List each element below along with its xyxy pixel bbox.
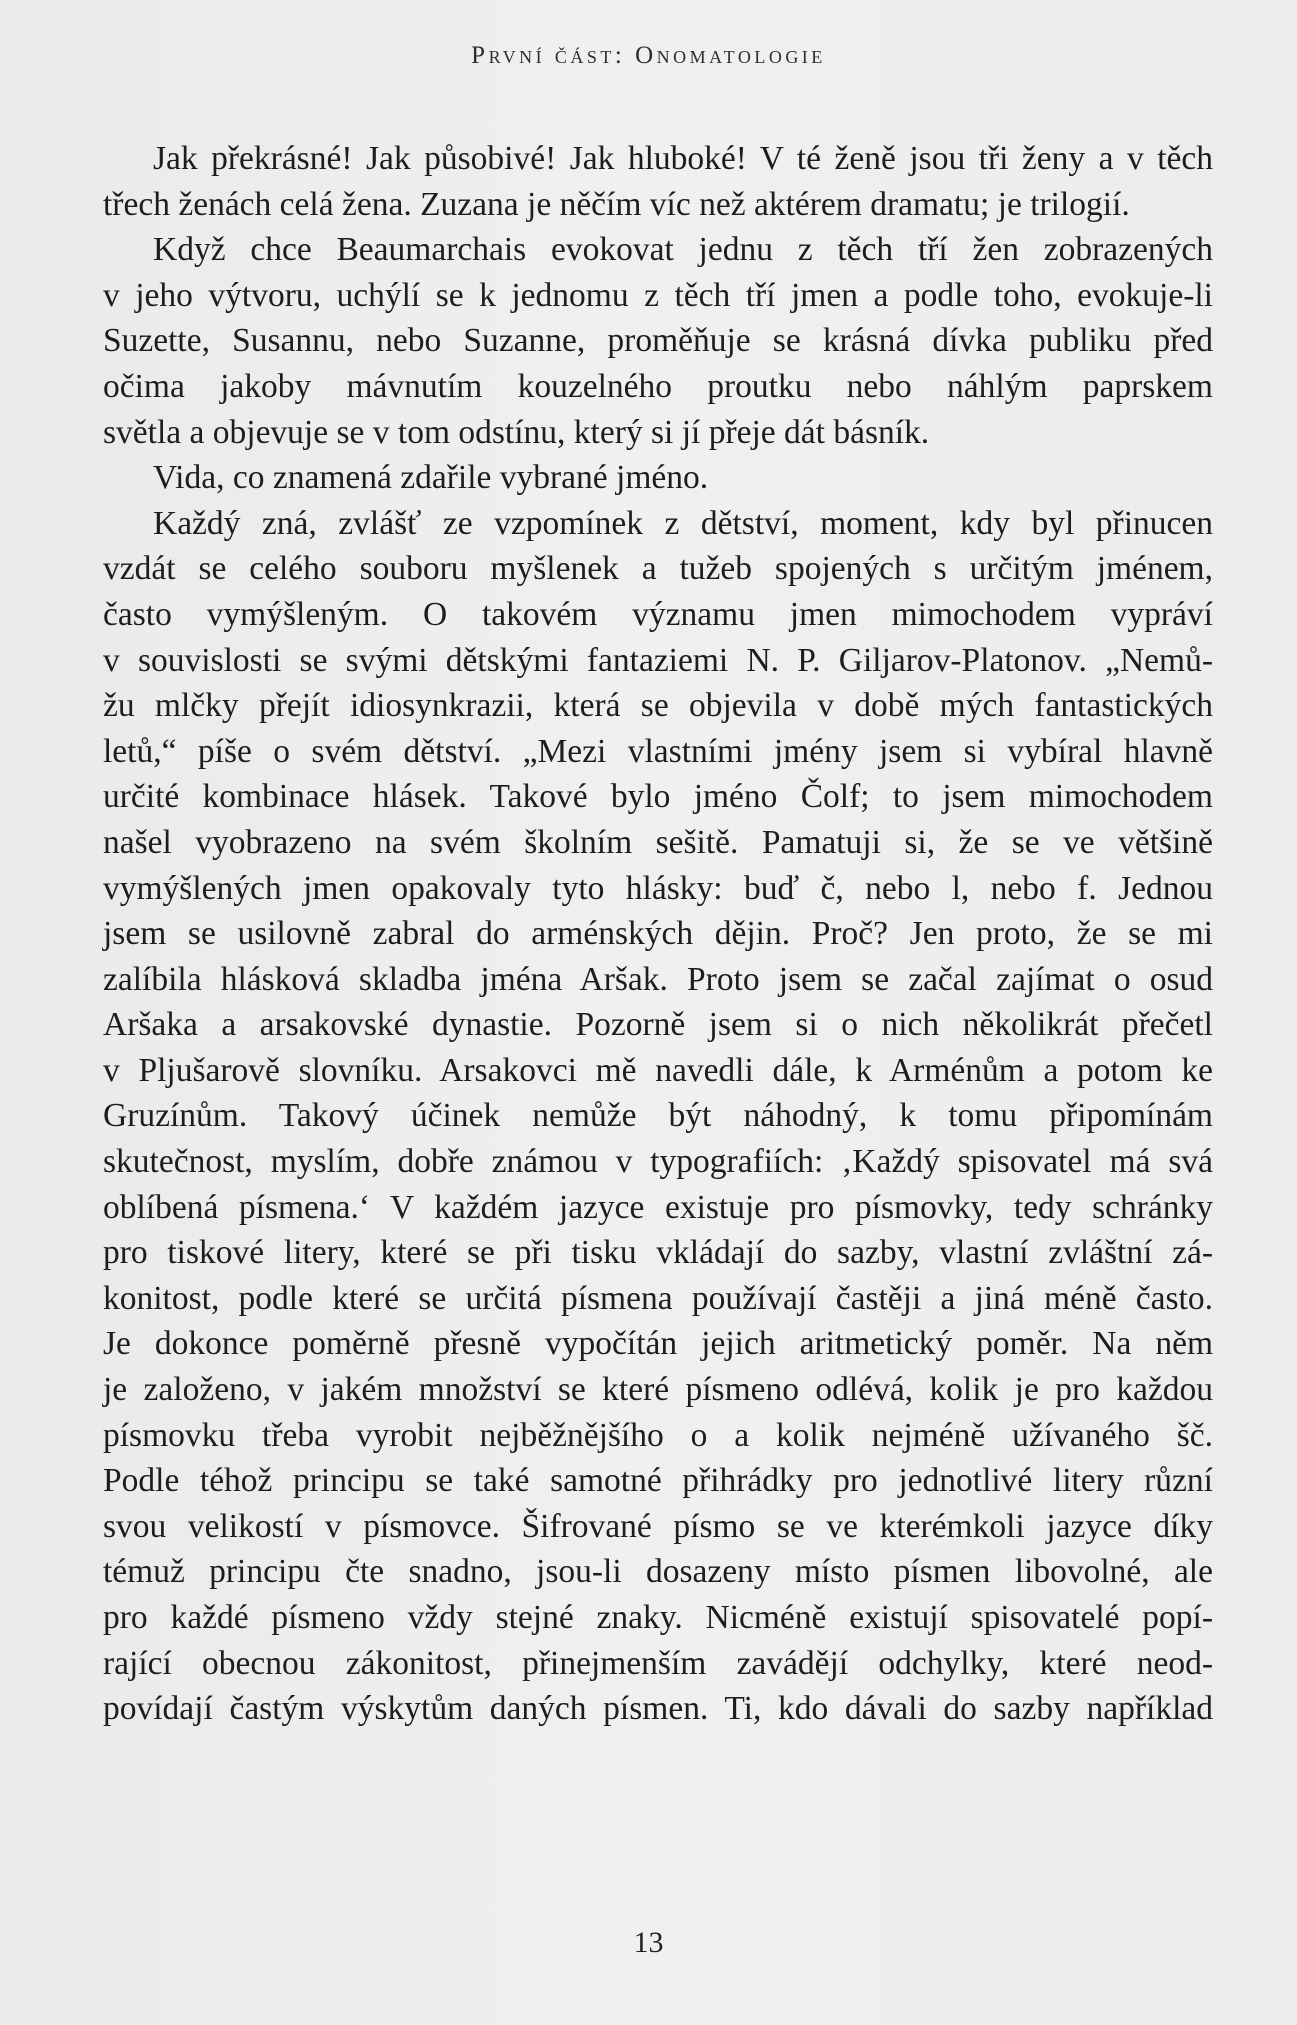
text-line: skutečnost, myslím, dobře známou v typografiích: ‚Každý spisovatel má svá <box>103 1143 1213 1181</box>
text-line: Suzette, Susannu, nebo Suzanne, proměňuje se krásná dívka publiku před <box>103 322 1213 360</box>
text-line: vymýšlených jmen opakovaly tyto hlásky: buď č, nebo l, nebo f. Jednou <box>103 869 1213 907</box>
text-line: rající obecnou zákonitost, přinejmenším zavádějí odchylky, které neod- <box>103 1644 1213 1682</box>
text-line: Podle téhož principu se také samotné přihrádky pro jednotlivé litery různí <box>103 1462 1213 1500</box>
text-line: jsem se usilovně zabral do arménských dějin. Proč? Jen proto, že se mi <box>103 915 1213 953</box>
text-line: povídají častým výskytům daných písmen. Ti, kdo dávali do sazby například <box>103 1690 1213 1728</box>
running-head: První část: Onomatologie <box>471 42 826 69</box>
text-line: žu mlčky přejít idiosynkrazii, která se objevila v době mých fantastických <box>103 687 1213 725</box>
text-line: pro tiskové litery, které se při tisku vkládají do sazby, vlastní zvláštní zá- <box>103 1234 1213 1272</box>
text-line: v Pljušarově slovníku. Arsakovci mě navedli dále, k Arménům a potom ke <box>103 1051 1213 1089</box>
text-line: témuž principu čte snadno, jsou-li dosazeny místo písmen libovolné, ale <box>103 1553 1213 1591</box>
text-line: světla a objevuje se v tom odstínu, který si jí přeje dát básník. <box>103 413 930 451</box>
text-line: konitost, podle které se určitá písmena používají častěji a jiná méně často. <box>103 1279 1213 1317</box>
text-line: našel vyobrazeno na svém školním sešitě. Pamatuji si, že se ve většině <box>103 823 1213 861</box>
text-line: Gruzínům. Takový účinek nemůže být náhodný, k tomu připomínám <box>103 1097 1213 1135</box>
text-line: Jak překrásné! Jak působivé! Jak hluboké! V té ženě jsou tři ženy a v těch <box>153 140 1213 177</box>
text-line: je založeno, v jakém množství se které písmeno odlévá, kolik je pro každou <box>103 1371 1213 1409</box>
page-number: 13 <box>633 1926 664 1959</box>
text-line: určité kombinace hlásek. Takové bylo jméno Čolf; to jsem mimochodem <box>103 778 1213 816</box>
text-line: Aršaka a arsakovské dynastie. Pozorně jsem si o nich několikrát přečetl <box>103 1006 1213 1044</box>
text-line: třech ženách celá žena. Zuzana je něčím víc než aktérem dramatu; je trilogií. <box>103 185 1130 223</box>
text-line: letů,“ píše o svém dětství. „Mezi vlastními jmény jsem si vybíral hlavně <box>103 732 1213 770</box>
text-line: v souvislosti se svými dětskými fantaziemi N. P. Giljarov-Platonov. „Nemů- <box>103 641 1213 679</box>
text-line: pro každé písmeno vždy stejné znaky. Nicméně existují spisovatelé popí- <box>103 1599 1213 1636</box>
text-line: Vida, co znamená zdařile vybrané jméno. <box>153 459 709 497</box>
text-line: v jeho výtvoru, uchýlí se k jednomu z těch tří jmen a podle toho, evokuje-li <box>103 276 1213 314</box>
text-line: Každý zná, zvlášť ze vzpomínek z dětství, moment, kdy byl přinucen <box>153 504 1213 542</box>
text-line: zalíbila hlásková skladba jména Aršak. Proto jsem se začal zajímat o osud <box>103 960 1213 998</box>
text-line: Když chce Beaumarchais evokovat jednu z těch tří žen zobrazených <box>153 231 1213 269</box>
text-line: svou velikostí v písmovce. Šifrované písmo se ve kterémkoli jazyce díky <box>103 1507 1213 1545</box>
body-text <box>103 136 1213 1732</box>
text-line: Je dokonce poměrně přesně vypočítán jejich aritmetický poměr. Na něm <box>103 1325 1213 1363</box>
text-line: vzdát se celého souboru myšlenek a tužeb spojených s určitým jménem, <box>103 550 1213 588</box>
text-line: očima jakoby mávnutím kouzelného proutku nebo náhlým paprskem <box>103 367 1213 405</box>
text-line: oblíbená písmena.‘ V každém jazyce existuje pro písmovky, tedy schránky <box>103 1188 1213 1226</box>
text-line: často vymýšleným. O takovém významu jmen mimochodem vypráví <box>103 595 1213 633</box>
text-line: písmovku třeba vyrobit nejběžnějšího o a kolik nejméně užívaného šč. <box>103 1416 1213 1454</box>
